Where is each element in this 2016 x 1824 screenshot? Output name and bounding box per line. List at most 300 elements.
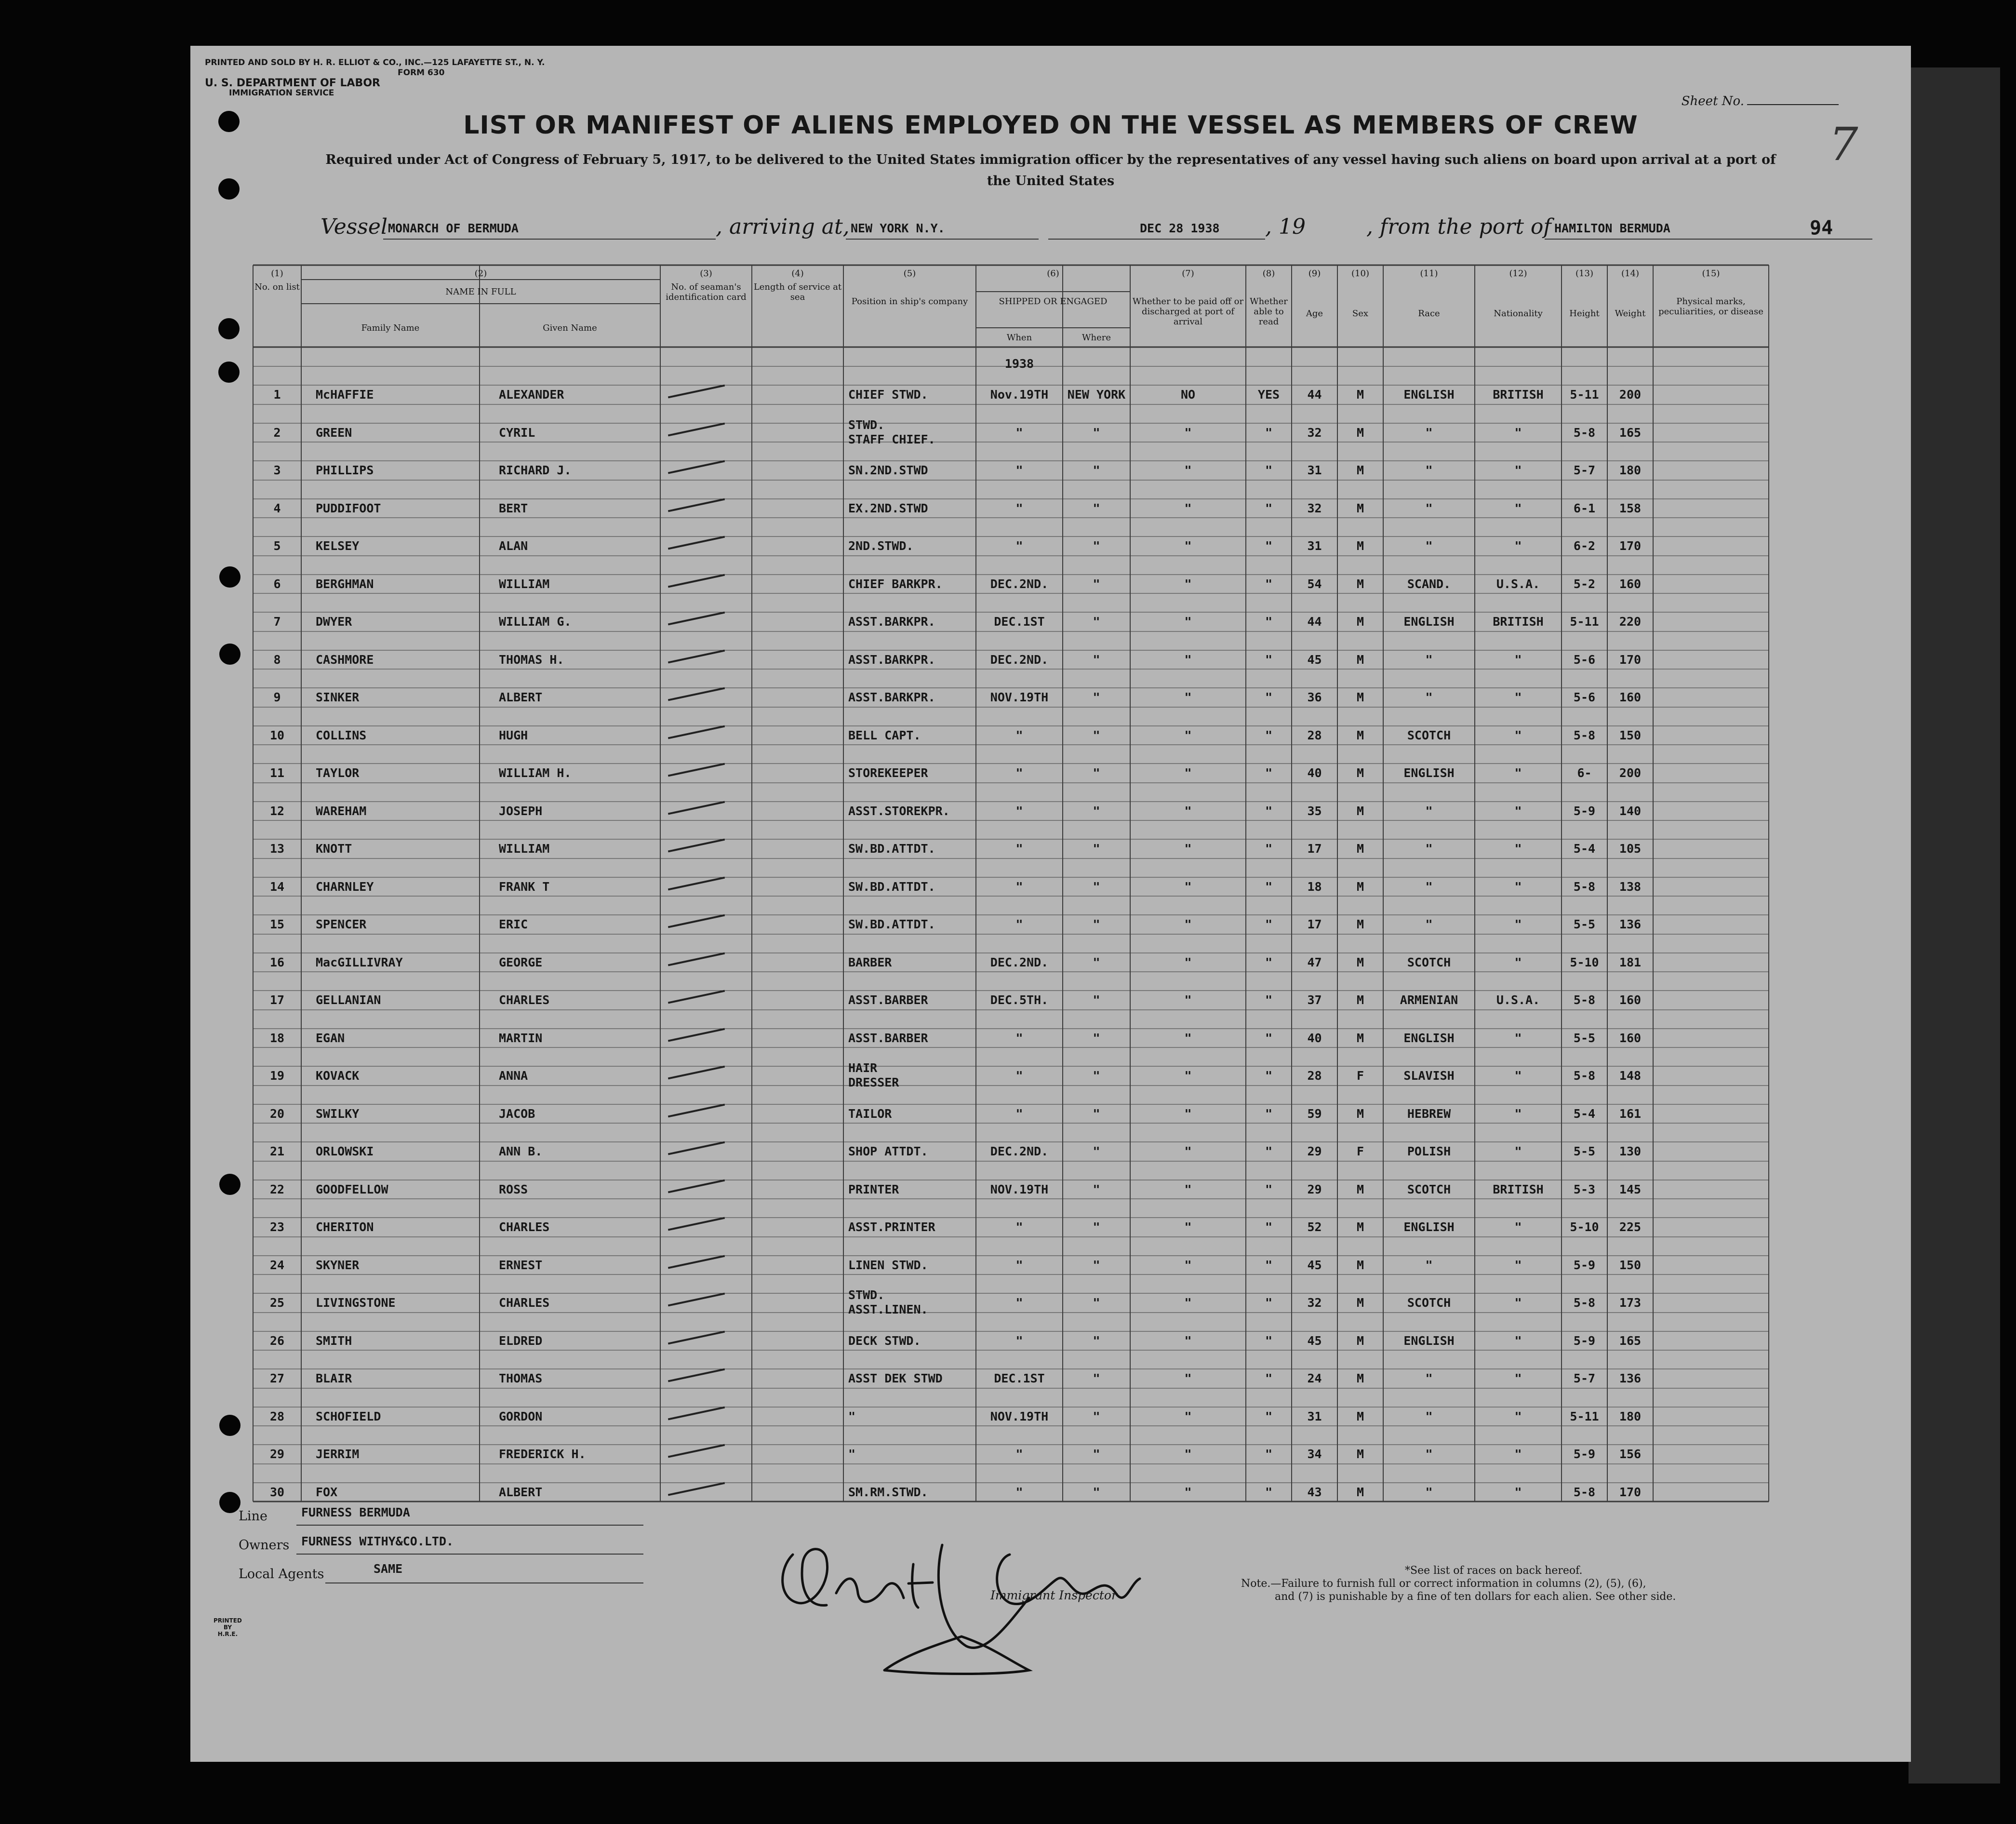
failure-note: Note.—Failure to furnish full or correct information in columns (2), (5), (6),: [1241, 1578, 1646, 1590]
pen-tick-mark: [668, 1444, 725, 1458]
height: 5-6: [1573, 690, 1596, 704]
row-number: 24: [269, 1258, 285, 1272]
able-to-read: ": [1265, 1409, 1273, 1423]
row-number: 21: [269, 1144, 285, 1158]
paid-off: ": [1184, 1333, 1192, 1348]
given-name: JACOB: [499, 1106, 535, 1121]
paid-off: ": [1184, 1182, 1192, 1196]
age: 44: [1307, 615, 1322, 629]
nationality: BRITISH: [1493, 615, 1544, 629]
binding-hole: [219, 1174, 240, 1195]
family-name: KELSEY: [316, 539, 360, 553]
position: 2ND.STWD.: [848, 539, 914, 553]
race: ": [1425, 1447, 1433, 1461]
sex: M: [1356, 1485, 1364, 1499]
row-number: 18: [269, 1031, 285, 1045]
shipped-where: ": [1093, 1485, 1100, 1499]
height: 5-7: [1573, 463, 1596, 477]
able-to-read: ": [1265, 1371, 1273, 1385]
pen-tick-mark: [668, 763, 725, 777]
inspector-signature: [759, 1526, 1193, 1691]
age: 28: [1307, 728, 1322, 742]
family-name: DWYER: [316, 615, 352, 629]
age: 45: [1307, 1258, 1322, 1272]
height: 5-8: [1573, 879, 1596, 894]
able-to-read: ": [1265, 1144, 1273, 1158]
row-number: 29: [269, 1447, 285, 1461]
pen-tick-mark: [668, 460, 725, 474]
sex: M: [1356, 917, 1364, 931]
height: 5-8: [1573, 1485, 1596, 1499]
height: 5-8: [1573, 425, 1596, 440]
pen-tick-mark: [668, 1330, 725, 1344]
family-name: PUDDIFOOT: [316, 501, 381, 515]
nationality: ": [1514, 1333, 1522, 1348]
imprint-line: H.R.E.: [217, 1631, 238, 1637]
row-number: 28: [269, 1409, 285, 1423]
shipped-when: ": [1015, 804, 1023, 818]
age: 28: [1307, 1069, 1322, 1083]
weight: 225: [1619, 1220, 1642, 1234]
given-name: ALBERT: [499, 690, 543, 704]
position: BELL CAPT.: [848, 728, 921, 742]
age: 54: [1307, 577, 1322, 591]
weight: 160: [1619, 993, 1642, 1007]
height: 6-1: [1573, 501, 1596, 515]
shipped-when: ": [1015, 917, 1023, 931]
nationality: ": [1514, 917, 1522, 931]
column-number: (5): [903, 268, 916, 279]
age: 40: [1307, 766, 1322, 780]
height: 5-4: [1573, 1106, 1596, 1121]
given-name: RICHARD J.: [499, 463, 572, 477]
weight: 160: [1619, 1031, 1642, 1045]
pen-tick-mark: [668, 1141, 725, 1155]
sex: M: [1356, 425, 1364, 440]
year-label: , 19: [1265, 215, 1306, 239]
shipped-when: DEC.2ND.: [990, 577, 1049, 591]
age: 31: [1307, 539, 1322, 553]
nationality: ": [1514, 539, 1522, 553]
pen-tick-mark: [668, 498, 725, 512]
age: 24: [1307, 1371, 1322, 1385]
shipped-when: ": [1015, 842, 1023, 856]
row-number: 23: [269, 1220, 285, 1234]
line-value: FURNESS BERMUDA: [301, 1505, 410, 1519]
race: ": [1425, 1371, 1433, 1385]
row-number: 5: [273, 539, 281, 553]
row-number: 15: [269, 917, 285, 931]
age: 17: [1307, 842, 1322, 856]
paid-off: ": [1184, 1296, 1192, 1310]
position: ASST.BARKPR.: [848, 690, 935, 704]
sex: M: [1356, 728, 1364, 742]
vessel-name: MONARCH OF BERMUDA: [388, 221, 519, 235]
header-age: Age: [1306, 308, 1323, 319]
owners-underline: [296, 1554, 643, 1555]
height: 5-5: [1573, 917, 1596, 931]
paid-off: ": [1184, 1258, 1192, 1272]
shipped-where: ": [1093, 577, 1100, 591]
age: 45: [1307, 1333, 1322, 1348]
department-label: U. S. DEPARTMENT OF LABOR: [205, 77, 380, 89]
binding-hole: [219, 644, 240, 665]
position: TAILOR: [848, 1106, 892, 1121]
paid-off: ": [1184, 1220, 1192, 1234]
position: SN.2ND.STWD: [848, 463, 928, 477]
shipped-where: ": [1093, 917, 1100, 931]
nationality: ": [1514, 1371, 1522, 1385]
row-number: 1: [273, 388, 281, 402]
pen-tick-mark: [668, 649, 725, 663]
family-name: WAREHAM: [316, 804, 367, 818]
given-name: WILLIAM H.: [499, 766, 572, 780]
shipped-when: DEC.2ND.: [990, 955, 1049, 969]
position: SW.BD.ATTDT.: [848, 879, 935, 894]
sex: M: [1356, 1296, 1364, 1310]
column-number: (8): [1262, 268, 1275, 279]
sex: M: [1356, 463, 1364, 477]
shipped-when: ": [1015, 1220, 1023, 1234]
pen-tick-mark: [668, 1028, 725, 1042]
nationality: ": [1514, 879, 1522, 894]
column-number: (6): [1047, 268, 1059, 279]
service-label: IMMIGRATION SERVICE: [229, 88, 334, 98]
height: 6-2: [1573, 539, 1596, 553]
sex: M: [1356, 388, 1364, 402]
arrival-date: DEC 28 1938: [1140, 221, 1220, 235]
able-to-read: ": [1265, 1031, 1273, 1045]
column-number: (15): [1702, 268, 1720, 279]
weight: 140: [1619, 804, 1642, 818]
shipped-when: DEC.1ST: [994, 1371, 1045, 1385]
race: ": [1425, 917, 1433, 931]
pen-tick-mark: [668, 385, 725, 399]
height: 5-10: [1570, 955, 1599, 969]
position: ASST.STOREKPR.: [848, 804, 950, 818]
given-name: CHARLES: [499, 993, 550, 1007]
race: ": [1425, 1258, 1433, 1272]
shipped-when: ": [1015, 728, 1023, 742]
position: SW.BD.ATTDT.: [848, 842, 935, 856]
paid-off: ": [1184, 425, 1192, 440]
header-able-to-read: Whether able to read: [1250, 296, 1288, 327]
given-name: MARTIN: [499, 1031, 543, 1045]
pen-tick-mark: [668, 1179, 725, 1193]
height: 5-11: [1570, 1409, 1599, 1423]
family-name: JERRIM: [316, 1447, 360, 1461]
row-number: 30: [269, 1485, 285, 1499]
paid-off: ": [1184, 728, 1192, 742]
family-name: GREEN: [316, 425, 352, 440]
nationality: ": [1514, 652, 1522, 667]
pen-tick-mark: [668, 801, 725, 815]
row-number: 7: [273, 615, 281, 629]
shipped-when: DEC.2ND.: [990, 1144, 1049, 1158]
column-number: (3): [700, 268, 712, 279]
paid-off: ": [1184, 690, 1192, 704]
binding-hole: [218, 318, 240, 339]
page-edge-shadow: [1909, 67, 2000, 1784]
given-name: FRANK T: [499, 879, 550, 894]
race: ": [1425, 804, 1433, 818]
shipped-where: ": [1093, 842, 1100, 856]
able-to-read: ": [1265, 879, 1273, 894]
race: ENGLISH: [1403, 615, 1455, 629]
header-position: Position in ship's company: [851, 296, 968, 307]
family-name: SKYNER: [316, 1258, 360, 1272]
row-number: 4: [273, 501, 281, 515]
shipped-where: ": [1093, 1069, 1100, 1083]
race: ": [1425, 539, 1433, 553]
position: CHIEF BARKPR.: [848, 577, 943, 591]
paid-off: ": [1184, 615, 1192, 629]
nationality: ": [1514, 1409, 1522, 1423]
height: 5-4: [1573, 842, 1596, 856]
family-name: SWILKY: [316, 1106, 360, 1121]
able-to-read: ": [1265, 501, 1273, 515]
able-to-read: ": [1265, 1069, 1273, 1083]
row-number: 12: [269, 804, 285, 818]
row-number: 11: [269, 766, 285, 780]
sex: F: [1356, 1144, 1364, 1158]
age: 18: [1307, 879, 1322, 894]
shipped-where: ": [1093, 766, 1100, 780]
paid-off: ": [1184, 577, 1192, 591]
position: STOREKEEPER: [848, 766, 928, 780]
given-name: THOMAS H.: [499, 652, 564, 667]
nationality: ": [1514, 842, 1522, 856]
header-sex: Sex: [1352, 308, 1369, 319]
able-to-read: ": [1265, 766, 1273, 780]
sex: M: [1356, 1371, 1364, 1385]
family-name: GELLANIAN: [316, 993, 381, 1007]
row-number: 17: [269, 993, 285, 1007]
weight: 130: [1619, 1144, 1642, 1158]
pen-tick-mark: [668, 839, 725, 853]
sex: M: [1356, 955, 1364, 969]
position: ASST.BARBER: [848, 1031, 928, 1045]
shipped-when: ": [1015, 425, 1023, 440]
fine-note: and (7) is punishable by a fine of ten dollars for each alien. See other side.: [1275, 1591, 1676, 1603]
position: ": [848, 1409, 856, 1423]
pen-tick-mark: [668, 574, 725, 588]
printer-imprint: [214, 1617, 242, 1637]
weight: 181: [1619, 955, 1642, 969]
family-name: SMITH: [316, 1333, 352, 1348]
race: ": [1425, 425, 1433, 440]
family-name: PHILLIPS: [316, 463, 374, 477]
able-to-read: ": [1265, 1333, 1273, 1348]
weight: 165: [1619, 425, 1642, 440]
able-to-read: YES: [1257, 388, 1280, 402]
pen-tick-mark: [668, 536, 725, 550]
able-to-read: ": [1265, 1485, 1273, 1499]
row-number: 6: [273, 577, 281, 591]
family-name: ORLOWSKI: [316, 1144, 374, 1158]
weight: 200: [1619, 388, 1642, 402]
row-number: 8: [273, 652, 281, 667]
race: ": [1425, 842, 1433, 856]
height: 5-10: [1570, 1220, 1599, 1234]
able-to-read: ": [1265, 1258, 1273, 1272]
shipped-where: ": [1093, 1031, 1100, 1045]
nationality: ": [1514, 1485, 1522, 1499]
position: STWD. ASST.LINEN.: [848, 1288, 928, 1316]
weight: 161: [1619, 1106, 1642, 1121]
given-name: CYRIL: [499, 425, 535, 440]
height: 5-9: [1573, 1333, 1596, 1348]
race: SLAVISH: [1403, 1069, 1455, 1083]
height: 5-11: [1570, 615, 1599, 629]
position: LINEN STWD.: [848, 1258, 928, 1272]
line-underline: [296, 1525, 643, 1526]
row-number: 20: [269, 1106, 285, 1121]
sex: M: [1356, 842, 1364, 856]
sex: M: [1356, 577, 1364, 591]
sex: M: [1356, 690, 1364, 704]
port-underline: [846, 239, 1039, 240]
paid-off: ": [1184, 1447, 1192, 1461]
family-name: CHERITON: [316, 1220, 374, 1234]
shipped-where: ": [1093, 1144, 1100, 1158]
family-name: KNOTT: [316, 842, 352, 856]
shipped-where: ": [1093, 501, 1100, 515]
shipped-where: ": [1093, 690, 1100, 704]
document-subtitle: Required under Act of Congress of February 5, 1917, to be delivered to the United States immigration officer by the representatives of any vessel having such aliens on board upon arrival at a port of the United States: [325, 152, 1776, 188]
shipped-when: ": [1015, 1296, 1023, 1310]
position: PRINTER: [848, 1182, 899, 1196]
shipped-where: ": [1093, 1371, 1100, 1385]
position: ": [848, 1447, 856, 1461]
able-to-read: ": [1265, 1447, 1273, 1461]
shipped-when: ": [1015, 1333, 1023, 1348]
race: HEBREW: [1407, 1106, 1451, 1121]
weight: 150: [1619, 728, 1642, 742]
shipped-where: ": [1093, 804, 1100, 818]
shipped-when: ": [1015, 501, 1023, 515]
pen-tick-mark: [668, 1103, 725, 1117]
sex: M: [1356, 1182, 1364, 1196]
given-name: BERT: [499, 501, 528, 515]
age: 34: [1307, 1447, 1322, 1461]
row-number: 9: [273, 690, 281, 704]
nationality: ": [1514, 766, 1522, 780]
race: SCOTCH: [1407, 1182, 1451, 1196]
race: ": [1425, 1409, 1433, 1423]
line-label: Line: [239, 1509, 267, 1524]
nationality: ": [1514, 501, 1522, 515]
weight: 165: [1619, 1333, 1642, 1348]
weight: 160: [1619, 577, 1642, 591]
able-to-read: ": [1265, 804, 1273, 818]
races-note: *See list of races on back hereof.: [1405, 1565, 1583, 1577]
shipped-where: NEW YORK: [1067, 388, 1126, 402]
height: 5-8: [1573, 993, 1596, 1007]
weight: 170: [1619, 652, 1642, 667]
paid-off: ": [1184, 1106, 1192, 1121]
sex: M: [1356, 1333, 1364, 1348]
paid-off: ": [1184, 1485, 1192, 1499]
height: 5-6: [1573, 652, 1596, 667]
header-paid-off: Whether to be paid off or discharged at port of arrival: [1132, 296, 1244, 327]
family-name: TAYLOR: [316, 766, 360, 780]
race: ": [1425, 652, 1433, 667]
paid-off: ": [1184, 463, 1192, 477]
given-name: WILLIAM: [499, 577, 550, 591]
race: ARMENIAN: [1400, 993, 1458, 1007]
weight: 105: [1619, 842, 1642, 856]
family-name: EGAN: [316, 1031, 345, 1045]
form-header: [205, 58, 545, 98]
given-name: ELDRED: [499, 1333, 543, 1348]
nationality: BRITISH: [1493, 1182, 1544, 1196]
paid-off: ": [1184, 652, 1192, 667]
age: 35: [1307, 804, 1322, 818]
shipped-when: DEC.1ST: [994, 615, 1045, 629]
sex: M: [1356, 1447, 1364, 1461]
binding-hole: [218, 178, 240, 200]
shipped-where: ": [1093, 955, 1100, 969]
weight: 138: [1619, 879, 1642, 894]
height: 5-9: [1573, 1447, 1596, 1461]
family-name: SCHOFIELD: [316, 1409, 381, 1423]
nationality: ": [1514, 1296, 1522, 1310]
paid-off: ": [1184, 842, 1192, 856]
nationality: ": [1514, 1144, 1522, 1158]
race: ": [1425, 690, 1433, 704]
pen-tick-mark: [668, 1217, 725, 1231]
weight: 170: [1619, 539, 1642, 553]
header-service-length: Length of service at sea: [753, 282, 842, 302]
age: 44: [1307, 388, 1322, 402]
nationality: ": [1514, 1258, 1522, 1272]
weight: 148: [1619, 1069, 1642, 1083]
race: SCOTCH: [1407, 728, 1451, 742]
height: 5-9: [1573, 1258, 1596, 1272]
binding-hole: [219, 566, 240, 588]
weight: 180: [1619, 463, 1642, 477]
shipped-where: ": [1093, 1333, 1100, 1348]
position: ASST DEK STWD: [848, 1371, 943, 1385]
shipped-when: ": [1015, 1069, 1023, 1083]
column-number: (10): [1351, 268, 1369, 279]
given-name: ALAN: [499, 539, 528, 553]
column-number: (1): [271, 268, 283, 279]
shipped-where: ": [1093, 615, 1100, 629]
sex: M: [1356, 1106, 1364, 1121]
race: ": [1425, 879, 1433, 894]
row-number: 2: [273, 425, 281, 440]
nationality: BRITISH: [1493, 388, 1544, 402]
able-to-read: ": [1265, 463, 1273, 477]
column-number: (14): [1621, 268, 1639, 279]
paid-off: ": [1184, 1069, 1192, 1083]
age: 43: [1307, 1485, 1322, 1499]
height: 5-5: [1573, 1031, 1596, 1045]
header-name-in-full: NAME IN FULL: [445, 287, 516, 297]
given-name: ERNEST: [499, 1258, 543, 1272]
position: ASST.PRINTER: [848, 1220, 935, 1234]
shipped-where: ": [1093, 1220, 1100, 1234]
able-to-read: ": [1265, 652, 1273, 667]
row-number: 27: [269, 1371, 285, 1385]
age: 32: [1307, 501, 1322, 515]
able-to-read: ": [1265, 615, 1273, 629]
pen-tick-mark: [668, 687, 725, 701]
pen-tick-mark: [668, 1293, 725, 1307]
able-to-read: ": [1265, 577, 1273, 591]
